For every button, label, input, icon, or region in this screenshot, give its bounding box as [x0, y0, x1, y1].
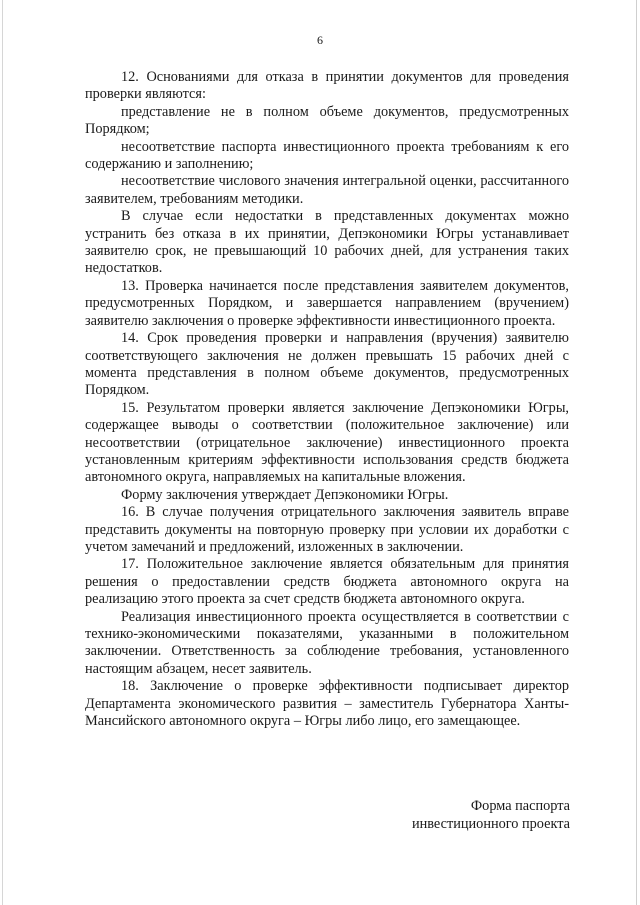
- paragraph-15-form: Форму заключения утверждает Депэкономики Югры.: [121, 486, 449, 503]
- paragraph-17: 17. Положительное заключение является обязательным для принятия решения о предоставлении средств бюджета автономного округа на реализацию этого проекта за счет средств бюджета автономного округа.: [85, 556, 569, 608]
- paragraph-18: 18. Заключение о проверке эффективности подписывает директор Департамента экономического развития – заместитель Губернатора Ханты-Мансийского автономного округа – Югры либо лицо, его замещающее.: [85, 678, 569, 730]
- page-number: 6: [317, 33, 323, 47]
- paragraph-14: 14. Срок проведения проверки и направления (вручения) заявителю соответствующего заключения не должен превышать 15 рабочих дней с момента представления в полном объеме документов, предусмотренных Порядком.: [85, 330, 569, 399]
- paragraph-12-item-3: несоответствие числового значения интегральной оценки, рассчитанного заявителем, требованиям методики.: [85, 173, 569, 207]
- scan-edge-right: [636, 0, 637, 905]
- paragraph-13: 13. Проверка начинается после представления заявителем документов, предусмотренных Порядком, и завершается направлением (вручением) заявителю заключения о проверке эффективности инвестиционного проекта.: [85, 277, 569, 329]
- form-title-line-2: инвестиционного проекта: [411, 816, 570, 832]
- paragraph-17-implementation: Реализация инвестиционного проекта осуществляется в соответствии с технико-экономическими показателями, указанными в положительном заключении. Ответственность за соблюдение требования, установленного настоящим абзацем, несет заявитель.: [85, 608, 569, 677]
- paragraph-12: 12. Основаниями для отказа в принятии документов для проведения проверки являются:: [85, 69, 569, 103]
- scan-edge-left: [2, 0, 3, 905]
- paragraph-12-item-1: представление не в полном объеме документов, предусмотренных Порядком;: [85, 103, 569, 138]
- form-title-block: [330, 797, 570, 833]
- paragraph-12-note: В случае если недостатки в представленных документах можно устранить без отказа в их принятии, Депэкономики Югры устанавливает заявителю срок, не превышающий 10 рабочих дней, для устранения таких недостатков.: [85, 208, 569, 277]
- paragraph-12-item-2: несоответствие паспорта инвестиционного проекта требованиям к его содержанию и заполнению;: [85, 138, 569, 173]
- paragraph-16: 16. В случае получения отрицательного заключения заявитель вправе представить документы на повторную проверку при условии их доработки с учетом замечаний и предложений, изложенных в заключении.: [85, 504, 569, 555]
- paragraph-15: 15. Результатом проверки является заключение Депэкономики Югры, содержащее выводы о соответствии (положительное заключение) или несоответствии (отрицательное заключение) инвестиционного проекта установленным критериям эффективности использования средств бюджета автономного округа, направляемых на капитальные вложения.: [85, 399, 569, 486]
- document-body: [85, 69, 569, 730]
- form-title-line-1: Форма паспорта: [470, 798, 570, 814]
